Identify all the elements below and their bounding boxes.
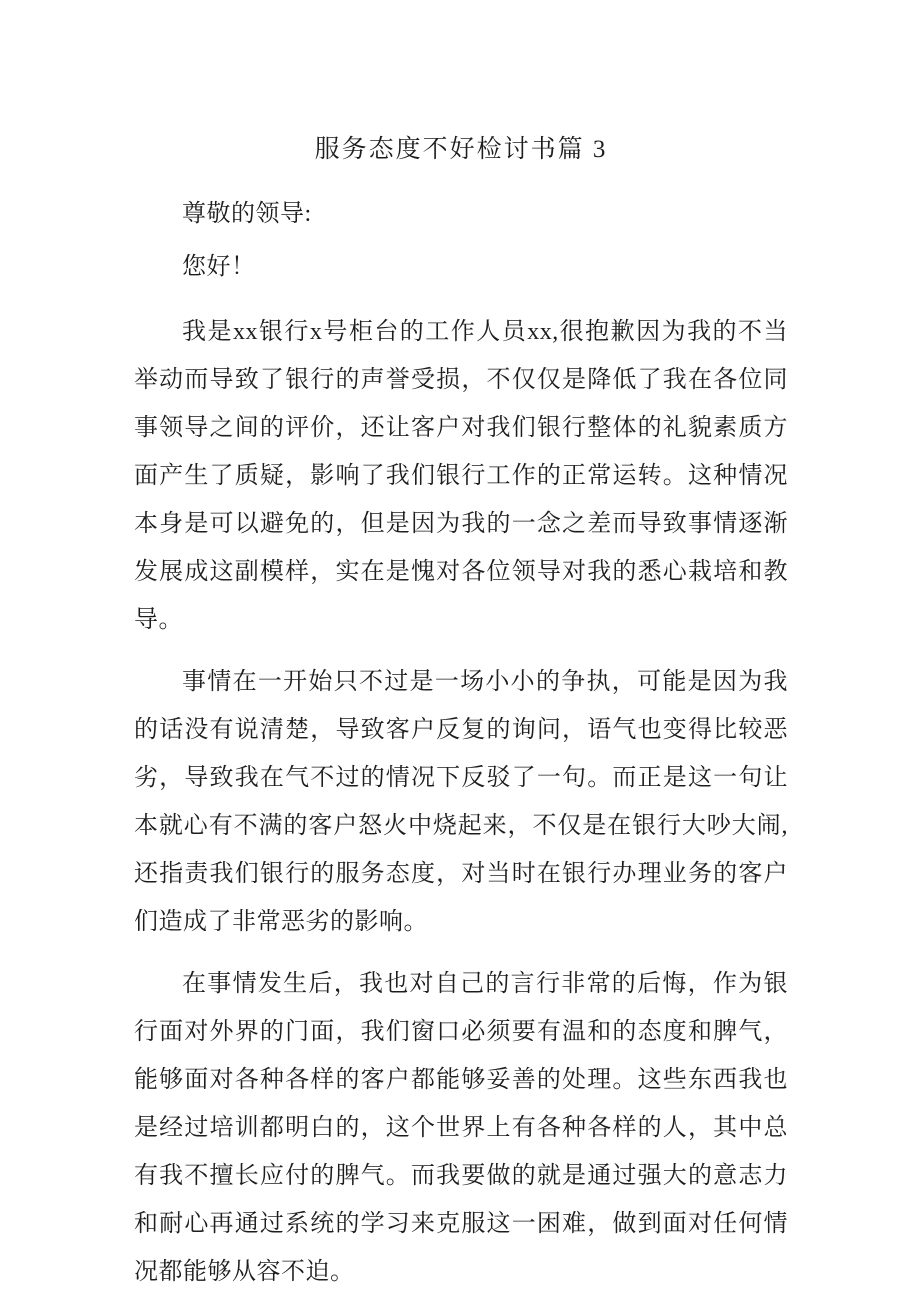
body-paragraph: 我是xx银行x号柜台的工作人员xx,很抱歉因为我的不当举动而导致了银行的声誉受损，不仅仅是降低了我在各位同事领导之间的评价，还让客户对我们银行整体的礼貌素质方面产生了质疑，影响了我们银行工作的正常运转。这种情况本身是可以避免的，但是因为我的一念之差而导致事情逐渐发展成这副模样，实在是愧对各位领导对我的悉心栽培和教导。 [134,319,788,633]
greeting-line: 您好！ [182,254,256,280]
salutation-line: 尊敬的领导: [182,201,312,227]
document-title: 服务态度不好检讨书篇 3 [314,136,608,163]
body-paragraph: 在事情发生后，我也对自己的言行非常的后悔，作为银行面对外界的门面，我们窗口必须要有温和的态度和脾气，能够面对各种各样的客户都能够妥善的处理。这些东西我也是经过培训都明白的，这个世界上有各种各样的人，其中总有我不擅长应付的脾气。而我要做的就是通过强大的意志力和耐心再通过系统的学习来克服这一困难，做到面对任何情况都能够从容不迫。 [134,971,788,1285]
body-paragraph: 事情在一开始只不过是一场小小的争执，可能是因为我的话没有说清楚，导致客户反复的询问，语气也变得比较恶劣，导致我在气不过的情况下反驳了一句。而正是这一句让本就心有不满的客户怒火中烧起来，不仅是在银行大吵大闹,还指责我们银行的服务态度，对当时在银行办理业务的客户们造成了非常恶劣的影响。 [134,669,788,935]
